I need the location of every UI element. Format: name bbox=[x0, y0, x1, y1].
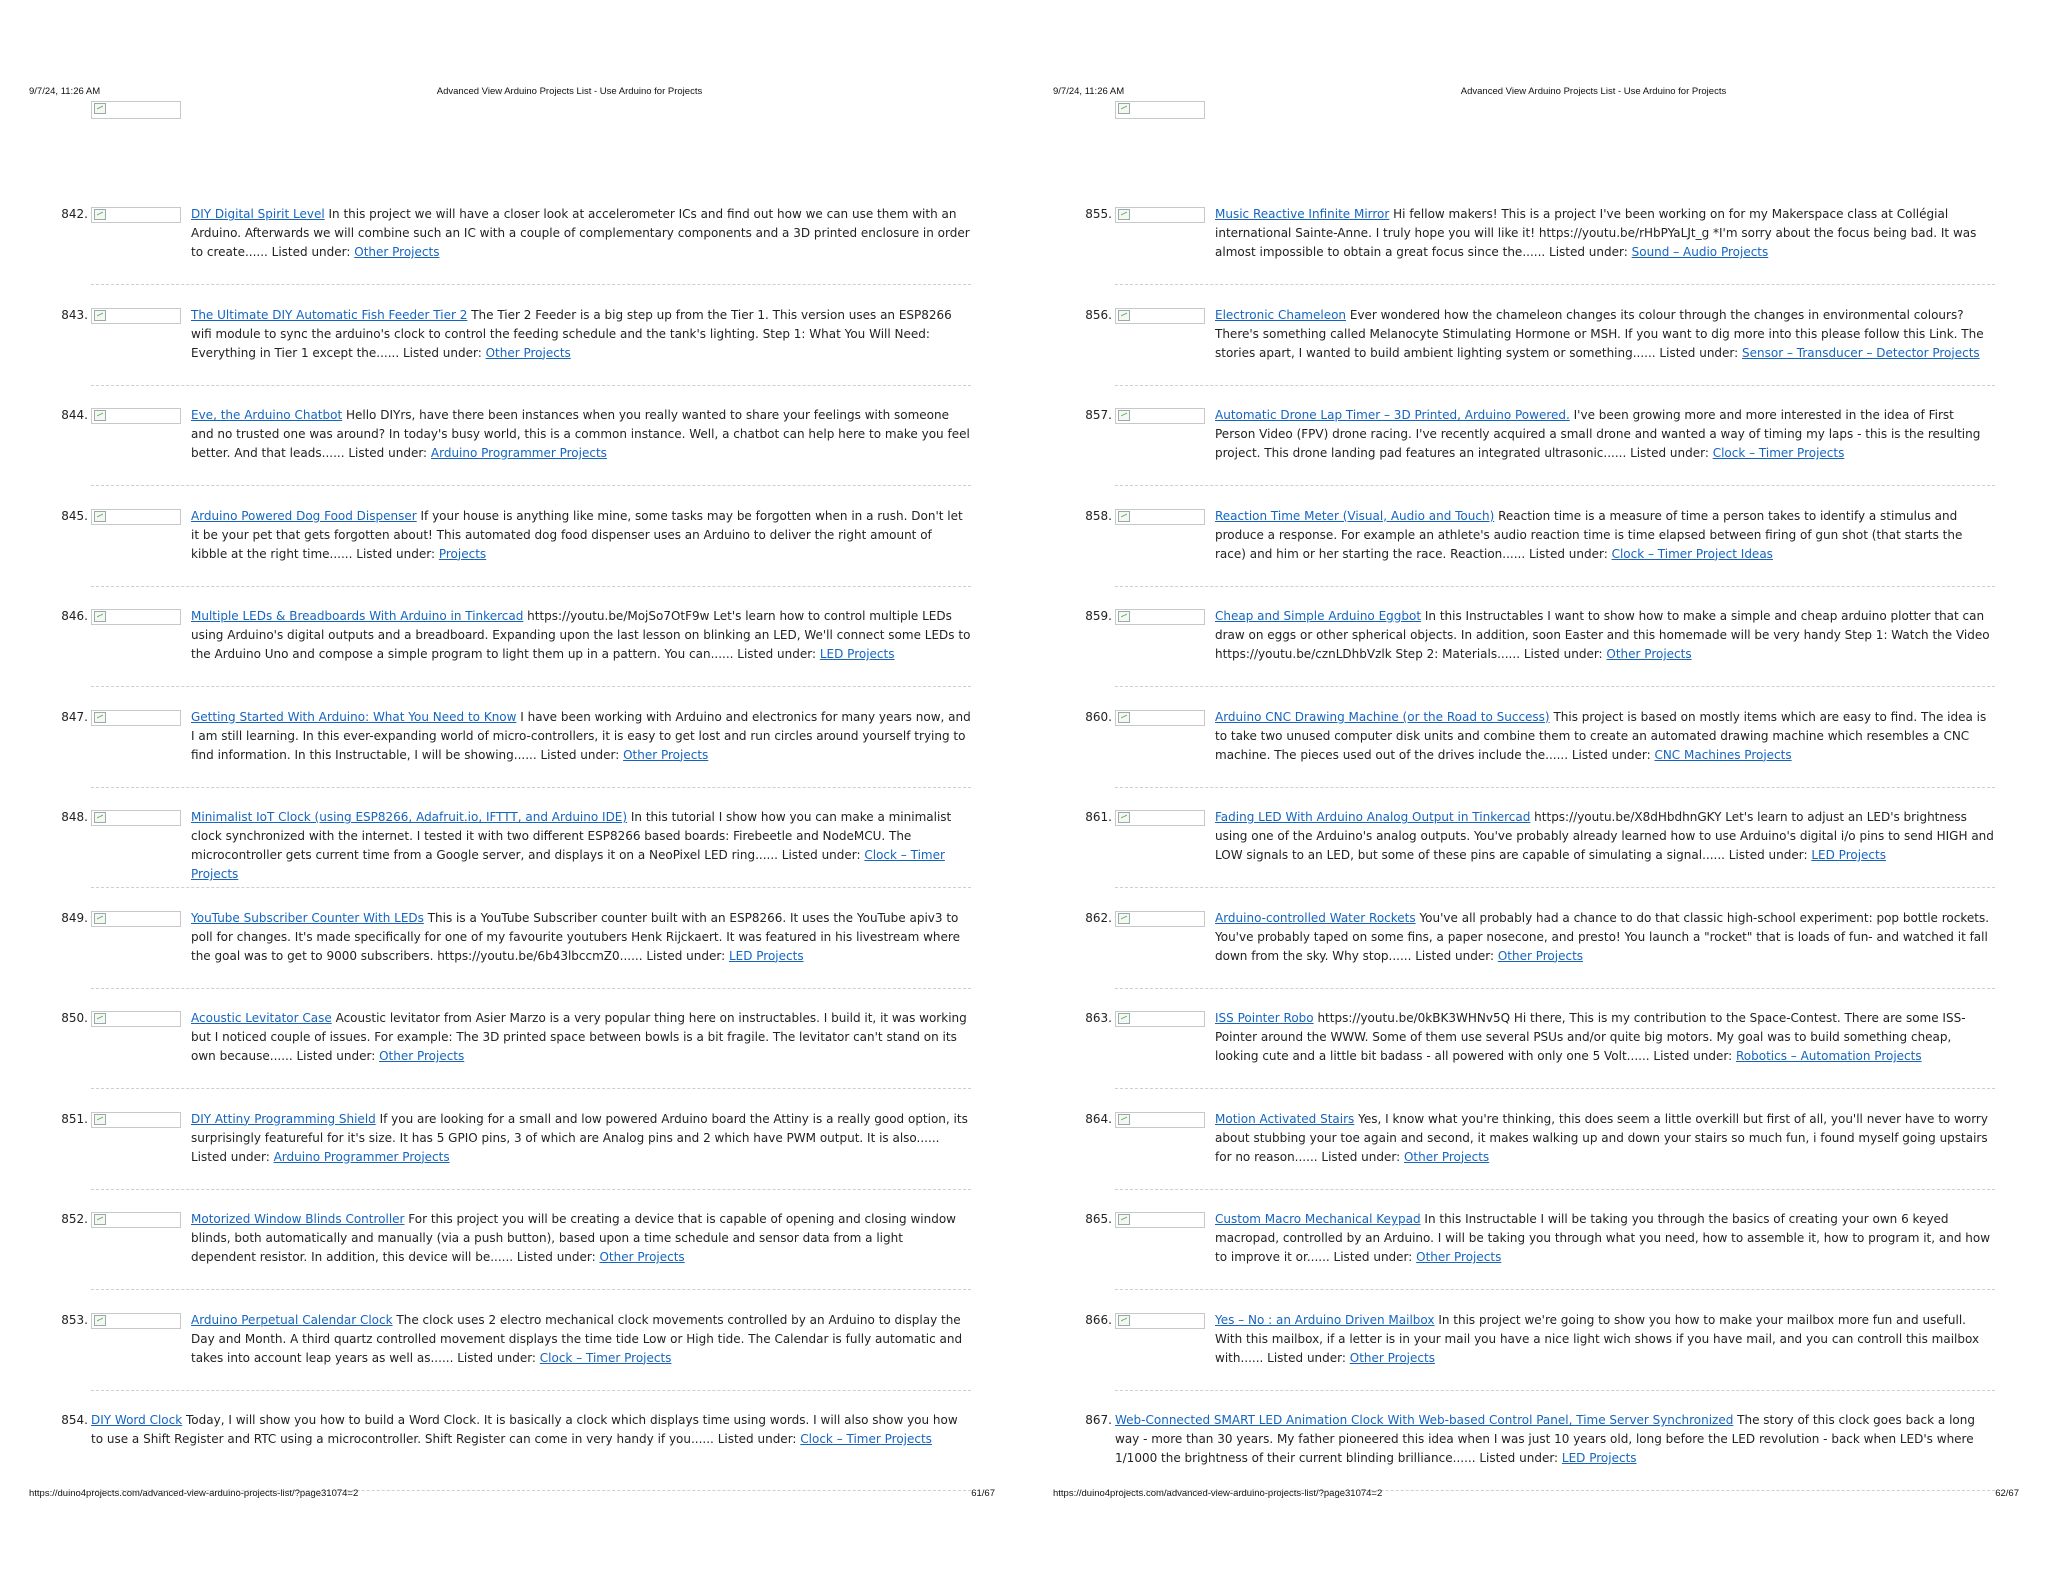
list-item bbox=[0, 507, 1024, 607]
thumbnail-image[interactable] bbox=[91, 810, 181, 826]
thumbnail-image[interactable] bbox=[1115, 810, 1205, 826]
category-link[interactable]: Other Projects bbox=[1403, 1149, 1490, 1164]
category-link[interactable]: Clock – Timer Projects bbox=[800, 1432, 932, 1446]
divider bbox=[1115, 787, 1995, 788]
list-item bbox=[1024, 808, 2048, 908]
thumbnail-image[interactable] bbox=[91, 1313, 181, 1329]
project-description: I've been growing more and more interested in the idea of First Person Video (FPV) drone racing. I've recently acquired a small drone and wanted a way of timing my laps - this is the resulting project. This drone landing pad features an integrated ultrasonic...... Listed under: bbox=[1215, 408, 1981, 460]
divider bbox=[1115, 385, 1995, 386]
divider bbox=[1115, 1289, 1995, 1290]
category-link[interactable]: Other Projects bbox=[599, 1250, 685, 1264]
broken-image-icon bbox=[94, 1214, 106, 1225]
list-item bbox=[1024, 1210, 2048, 1310]
thumbnail-image[interactable] bbox=[1115, 509, 1205, 525]
item-text bbox=[191, 1110, 971, 1167]
project-title-link[interactable]: Arduino-controlled Water Rockets bbox=[1215, 910, 1416, 925]
broken-image-icon bbox=[1118, 913, 1130, 924]
item-text bbox=[1215, 607, 1995, 664]
category-link[interactable]: LED Projects bbox=[1811, 848, 1886, 862]
project-description: https://youtu.be/X8dHbdhnGKY Let's learn to adjust an LED's brightness using one of the Arduino's analog outputs. You've probably already learned how to use Arduino's digital i/o pins to send HIGH and LOW signals to an LED, but some of these pins are capable of simulating a signal...... Listed under: bbox=[1215, 810, 1994, 862]
list-item bbox=[0, 909, 1024, 1009]
category-link[interactable]: LED Projects bbox=[728, 948, 804, 963]
item-text bbox=[191, 808, 971, 884]
broken-image-icon bbox=[94, 1013, 106, 1024]
project-title-link[interactable]: Arduino Perpetual Calendar Clock bbox=[191, 1312, 393, 1327]
item-text bbox=[191, 708, 971, 765]
category-link[interactable]: Sound – Audio Projects bbox=[1631, 245, 1769, 259]
item-text bbox=[1215, 507, 1995, 564]
list-item bbox=[0, 1210, 1024, 1310]
item-number: 865. bbox=[1085, 1212, 1112, 1226]
category-link[interactable]: Other Projects bbox=[354, 245, 440, 259]
project-description: I have been working with Arduino and electronics for many years now, and I am still learning. In this ever-expanding world of micro-controllers, it is easy to get lost and run circles around yourself trying to find information. In this Instructable, I will be showing...... Listed under: bbox=[191, 709, 971, 762]
divider bbox=[1115, 887, 1995, 888]
thumbnail-image[interactable] bbox=[1115, 207, 1205, 223]
broken-image-icon bbox=[1118, 209, 1130, 220]
category-link[interactable]: Clock – Timer Projects bbox=[1712, 446, 1845, 460]
item-text bbox=[1215, 1210, 1995, 1267]
project-title-link[interactable]: Electronic Chameleon bbox=[1215, 307, 1347, 322]
list-item bbox=[1024, 1009, 2048, 1109]
item-text bbox=[191, 1009, 971, 1066]
item-text bbox=[191, 205, 971, 262]
project-description: Reaction time is a measure of time a person takes to identify a stimulus and produce a response. For example an athlete's audio reaction time is time elapsed between firing of gun shot (that starts the race) and him or her starting the race. Reaction...... Listed under: bbox=[1215, 508, 1963, 561]
project-title-link[interactable]: Automatic Drone Lap Timer – 3D Printed, Arduino Powered. bbox=[1215, 408, 1570, 422]
category-link[interactable]: Clock – Timer Projects bbox=[539, 1350, 672, 1365]
list-item bbox=[0, 1009, 1024, 1109]
list-item bbox=[1024, 1110, 2048, 1210]
item-number: 856. bbox=[1085, 307, 1112, 322]
list-item bbox=[1024, 507, 2048, 607]
broken-image-icon bbox=[94, 209, 106, 220]
project-title-link[interactable]: DIY Digital Spirit Level bbox=[191, 207, 325, 221]
thumbnail-image[interactable] bbox=[91, 1212, 181, 1228]
item-text bbox=[1215, 1311, 1995, 1368]
item-text bbox=[91, 1411, 971, 1449]
project-title-link[interactable]: Acoustic Levitator Case bbox=[191, 1011, 332, 1025]
category-link[interactable]: Arduino Programmer Projects bbox=[273, 1149, 450, 1164]
item-number: 847. bbox=[61, 709, 88, 724]
page-number: 62/67 bbox=[1995, 1488, 2019, 1499]
project-title-link[interactable]: Motorized Window Blinds Controller bbox=[191, 1212, 405, 1226]
category-link[interactable]: LED Projects bbox=[1561, 1451, 1637, 1465]
project-title-link[interactable]: Eve, the Arduino Chatbot bbox=[191, 408, 343, 422]
item-text bbox=[1215, 205, 1995, 262]
thumbnail-image[interactable] bbox=[1115, 308, 1205, 324]
project-description: In this tutorial I show how you can make a minimalist clock synchronized with the internet. I tested it with two different ESP8266 based boards: Firebeetle and NodeMCU. The microcontroller gets current time from a Google server, and displays it on a NeoPixel LED ring...... Listed under: bbox=[191, 810, 952, 862]
list-item bbox=[1024, 909, 2048, 1009]
project-title-link[interactable]: Yes – No : an Arduino Driven Mailbox bbox=[1215, 1312, 1435, 1327]
item-number: 855. bbox=[1085, 207, 1112, 221]
thumbnail-image[interactable] bbox=[91, 509, 181, 525]
item-number: 852. bbox=[61, 1212, 88, 1226]
list-item bbox=[0, 1311, 1024, 1411]
project-description: In this Instructables I want to show how to make a simple and cheap arduino plotter that can draw on eggs or other spherical objects. In addition, soon Easter and this homemade will be very handy Step 1: Watch the Video https://youtu.be/cznLDhbVzlk Step 2: Materials...... Listed under: bbox=[1215, 609, 1990, 661]
thumbnail-image[interactable] bbox=[91, 308, 181, 324]
item-number: 864. bbox=[1085, 1111, 1112, 1126]
project-description: Yes, I know what you're thinking, this does seem a little overkill but first of all, you'll never have to worry about stubbing your toe again and second, it makes walking up and down your stairs so much fun, i found myself going upstairs for no reason...... Listed under: bbox=[1215, 1111, 1988, 1164]
divider bbox=[91, 284, 971, 285]
divider bbox=[91, 385, 971, 386]
thumbnail-image[interactable] bbox=[1115, 1011, 1205, 1027]
category-link[interactable]: Clock – Timer Project Ideas bbox=[1611, 546, 1773, 561]
divider bbox=[1115, 586, 1995, 587]
project-title-link[interactable]: Web-Connected SMART LED Animation Clock With Web-based Control Panel, Time Server Synchronized bbox=[1115, 1413, 1734, 1427]
category-link[interactable]: Projects bbox=[438, 546, 487, 561]
item-text bbox=[1215, 708, 1995, 765]
project-title-link[interactable]: The Ultimate DIY Automatic Fish Feeder Tier 2 bbox=[191, 307, 468, 322]
project-description: The story of this clock goes back a long way - more than 30 years. My father pioneered this idea when I was just 10 years old, long before the LED revolution - back when LED's where 1/1000 the brightness of their current blinding brilliance...... Listed under: bbox=[1115, 1413, 1975, 1465]
item-number: 842. bbox=[61, 207, 88, 221]
print-url: https://duino4projects.com/advanced-view-arduino-projects-list/?page31074=2 bbox=[1053, 1488, 1383, 1499]
thumbnail-image[interactable] bbox=[1115, 408, 1205, 424]
item-number: 854. bbox=[61, 1413, 88, 1427]
broken-image-icon bbox=[1118, 611, 1130, 622]
project-description: Today, I will show you how to build a Word Clock. It is basically a clock which displays time using words. I will also show you how to use a Shift Register and RTC using a microcontroller. Shift Register can come in very handy if you...... Listed under: bbox=[91, 1413, 958, 1446]
divider bbox=[1115, 1390, 1995, 1391]
broken-image-icon bbox=[94, 410, 106, 421]
item-number: 858. bbox=[1085, 508, 1112, 523]
divider bbox=[1115, 1189, 1995, 1190]
broken-image-icon bbox=[94, 1114, 106, 1125]
project-description: In this project we're going to show you how to make your mailbox more fun and usefull. With this mailbox, if a letter is in your mail you have a nice light wich shows if you have mail, and you can controll this mailbox with...... Listed under: bbox=[1215, 1312, 1980, 1365]
category-link[interactable]: Clock – Timer Projects bbox=[191, 848, 945, 881]
item-text bbox=[191, 607, 971, 664]
broken-image-icon bbox=[94, 913, 106, 924]
project-description: For this project you will be creating a device that is capable of opening and closing window blinds, both automatically and manually (via a push button), based upon a time schedule and sensor data from a light dependent resistor. In addition, this device will be...... Listed under: bbox=[191, 1212, 956, 1264]
item-number: 860. bbox=[1085, 709, 1112, 724]
item-number: 851. bbox=[61, 1111, 88, 1126]
right-page bbox=[1024, 0, 2048, 1582]
item-number: 849. bbox=[61, 910, 88, 925]
item-text bbox=[1215, 909, 1995, 966]
category-link[interactable]: CNC Machines Projects bbox=[1654, 747, 1792, 762]
list-item bbox=[0, 607, 1024, 707]
item-text bbox=[191, 1210, 971, 1267]
project-description: In this Instructable I will be taking you through the basics of creating your own 6 keyed macropad, controlled by an Arduino. I will be taking you through what you need, how to assemble it, how to program it, and how to improve it or...... Listed under: bbox=[1215, 1212, 1991, 1264]
thumbnail-image[interactable] bbox=[91, 408, 181, 424]
divider bbox=[91, 686, 971, 687]
item-number: 867. bbox=[1085, 1413, 1112, 1427]
divider bbox=[1115, 686, 1995, 687]
category-link[interactable]: Other Projects bbox=[379, 1049, 465, 1063]
thumbnail-image[interactable] bbox=[1115, 1313, 1205, 1329]
thumbnail-image[interactable] bbox=[91, 1011, 181, 1027]
list-item bbox=[1024, 1311, 2048, 1411]
project-description: This is a YouTube Subscriber counter built with an ESP8266. It uses the YouTube apiv3 to poll for changes. It's made specifically for one of my favourite youtubers Henk Rijckaert. It was featured in his livestream where the goal was to get to 9000 subscribers. https://youtu.be/6b43lbccmZ0...... Listed under: bbox=[191, 910, 960, 963]
thumbnail-image[interactable] bbox=[91, 609, 181, 625]
broken-image-icon bbox=[1118, 812, 1130, 823]
list-item bbox=[1024, 406, 2048, 506]
project-description: The Tier 2 Feeder is a big step up from the Tier 1. This version uses an ESP8266 wifi module to sync the arduino's clock to control the feeding schedule and the tank's lighting. Step 1: What You Will Need: Everything in Tier 1 except the...... Listed under: bbox=[191, 307, 952, 360]
item-text bbox=[1215, 808, 1995, 865]
divider bbox=[91, 787, 971, 788]
project-description: Ever wondered how the chameleon changes its colour through the changes in environmental colours? There's something called Melanocyte Stimulating Hormone or MSH. If you want to dig more into this please follow this Link. The stories apart, I wanted to build ambient lighting system or something...... Listed under: bbox=[1215, 307, 1984, 360]
project-description: If you are looking for a small and low powered Arduino board the Attiny is a really good option, its surprisingly featureful for it's size. It has 5 GPIO pins, 3 of which are Analog pins and 2 which have PWM output. It is also...... Listed under: bbox=[191, 1111, 968, 1164]
broken-image-icon bbox=[94, 712, 106, 723]
broken-image-icon bbox=[1118, 511, 1130, 522]
category-link[interactable]: Other Projects bbox=[1416, 1250, 1502, 1264]
category-link[interactable]: Arduino Programmer Projects bbox=[430, 446, 607, 460]
category-link[interactable]: Sensor – Transducer – Detector Projects bbox=[1742, 345, 1980, 360]
divider bbox=[91, 485, 971, 486]
item-number: 866. bbox=[1085, 1312, 1112, 1327]
list-item bbox=[1024, 205, 2048, 305]
project-description: The clock uses 2 electro mechanical clock movements controlled by an Arduino to display the Day and Month. A third quartz controlled movement displays the time tide Low or High tide. The Calendar is fully automatic and takes into account leap years as well as...... Listed under: bbox=[191, 1312, 963, 1365]
item-number: 848. bbox=[61, 810, 88, 824]
thumbnail-image[interactable] bbox=[1115, 710, 1205, 726]
thumbnail-image[interactable] bbox=[91, 710, 181, 726]
item-text bbox=[1215, 406, 1995, 463]
list-item bbox=[0, 708, 1024, 808]
item-number: 859. bbox=[1085, 609, 1112, 623]
project-title-link[interactable]: Music Reactive Infinite Mirror bbox=[1215, 207, 1390, 221]
project-description: https://youtu.be/MojSo7OtF9w Let's learn how to control multiple LEDs using Arduino's digital outputs and a breadboard. Expanding upon the last lesson on blinking an LED, We'll connect some LEDs to the Arduino Uno and compose a simple program to light them up in a pattern. You can...... Listed under: bbox=[191, 609, 971, 661]
thumbnail-image[interactable] bbox=[1115, 911, 1205, 927]
project-title-link[interactable]: Motion Activated Stairs bbox=[1215, 1111, 1355, 1126]
category-link[interactable]: Other Projects bbox=[485, 345, 571, 360]
item-number: 862. bbox=[1085, 910, 1112, 925]
project-title-link[interactable]: Minimalist IoT Clock (using ESP8266, Adafruit.io, IFTTT, and Arduino IDE) bbox=[191, 810, 628, 824]
item-text bbox=[1215, 306, 1995, 363]
project-title-link[interactable]: DIY Attiny Programming Shield bbox=[191, 1111, 376, 1126]
item-text bbox=[1115, 1411, 1995, 1468]
list-item bbox=[0, 205, 1024, 305]
divider bbox=[91, 586, 971, 587]
list-item bbox=[0, 808, 1024, 908]
project-title-link[interactable]: Reaction Time Meter (Visual, Audio and Touch) bbox=[1215, 508, 1495, 523]
item-text bbox=[191, 909, 971, 966]
list-item bbox=[1024, 306, 2048, 406]
divider bbox=[1115, 284, 1995, 285]
category-link[interactable]: Other Projects bbox=[1349, 1350, 1435, 1365]
thumbnail-image[interactable] bbox=[91, 207, 181, 223]
thumbnail-image[interactable] bbox=[91, 1112, 181, 1128]
item-number: 843. bbox=[61, 307, 88, 322]
divider bbox=[1115, 988, 1995, 989]
list-item bbox=[0, 1110, 1024, 1210]
item-number: 857. bbox=[1085, 408, 1112, 422]
broken-image-icon bbox=[1118, 1214, 1130, 1225]
project-title-link[interactable]: Arduino Powered Dog Food Dispenser bbox=[191, 508, 417, 523]
broken-image-icon bbox=[1118, 410, 1130, 421]
print-title: Advanced View Arduino Projects List - Use Arduino for Projects bbox=[436, 86, 703, 97]
project-description: Hello DIYrs, have there been instances when you really wanted to share your feelings with someone and no trusted one was around? In today's busy world, this is a common instance. Well, a chatbot can help here to make you feel better. And that leads...... Listed under: bbox=[191, 408, 970, 460]
project-title-link[interactable]: Custom Macro Mechanical Keypad bbox=[1215, 1212, 1421, 1226]
broken-image-icon bbox=[91, 101, 181, 119]
divider bbox=[91, 988, 971, 989]
divider bbox=[91, 1189, 971, 1190]
divider bbox=[91, 887, 971, 888]
category-link[interactable]: LED Projects bbox=[819, 647, 895, 661]
broken-image-icon bbox=[94, 812, 106, 823]
print-url: https://duino4projects.com/advanced-view-arduino-projects-list/?page31074=2 bbox=[29, 1488, 359, 1499]
broken-image-icon bbox=[1118, 1114, 1130, 1125]
item-number: 850. bbox=[61, 1011, 88, 1025]
project-title-link[interactable]: Getting Started With Arduino: What You Need to Know bbox=[191, 709, 517, 724]
project-title-link[interactable]: Fading LED With Arduino Analog Output in Tinkercad bbox=[1215, 810, 1531, 824]
item-text bbox=[1215, 1110, 1995, 1167]
project-description: Acoustic levitator from Asier Marzo is a very popular thing here on instructables. I build it, it was working but I noticed couple of issues. For example: The 3D printed space between bowls is a bit fragile. The levitator can't stand on its own because...... Listed under: bbox=[191, 1011, 967, 1063]
item-text bbox=[191, 1311, 971, 1368]
item-text bbox=[191, 507, 971, 564]
category-link[interactable]: Other Projects bbox=[1606, 647, 1692, 661]
category-link[interactable]: Other Projects bbox=[1497, 948, 1584, 963]
project-title-link[interactable]: Cheap and Simple Arduino Eggbot bbox=[1215, 609, 1422, 623]
thumbnail-image[interactable] bbox=[1115, 1212, 1205, 1228]
category-link[interactable]: Other Projects bbox=[623, 747, 709, 762]
category-link[interactable]: Robotics – Automation Projects bbox=[1735, 1049, 1922, 1063]
thumbnail-image[interactable] bbox=[91, 911, 181, 927]
print-date: 9/7/24, 11:26 AM bbox=[1053, 86, 1125, 97]
thumbnail-image[interactable] bbox=[1115, 609, 1205, 625]
divider bbox=[1115, 485, 1995, 486]
broken-image-icon bbox=[1115, 101, 1205, 119]
list-item bbox=[0, 306, 1024, 406]
broken-image-icon bbox=[94, 511, 106, 522]
broken-image-icon bbox=[1118, 1315, 1130, 1326]
print-title: Advanced View Arduino Projects List - Use Arduino for Projects bbox=[1460, 86, 1727, 97]
item-number: 844. bbox=[61, 408, 88, 422]
divider bbox=[91, 1088, 971, 1089]
list-item bbox=[1024, 708, 2048, 808]
divider bbox=[91, 1390, 971, 1391]
divider bbox=[91, 1289, 971, 1290]
project-description: If your house is anything like mine, some tasks may be forgotten when in a rush. Don't let it be your pet that gets forgotten about! This automated dog food dispenser uses an Arduino to deliver the right amount of kibble at the right time...... Listed under: bbox=[191, 508, 963, 561]
broken-image-icon bbox=[94, 611, 106, 622]
list-item bbox=[0, 406, 1024, 506]
project-title-link[interactable]: YouTube Subscriber Counter With LEDs bbox=[191, 910, 424, 925]
item-number: 863. bbox=[1085, 1011, 1112, 1025]
broken-image-icon bbox=[94, 1315, 106, 1326]
page-number: 61/67 bbox=[971, 1488, 995, 1499]
project-title-link[interactable]: Multiple LEDs & Breadboards With Arduino in Tinkercad bbox=[191, 609, 524, 623]
project-description: In this project we will have a closer look at accelerometer ICs and find out how we can use them with an Arduino. Afterwards we will combine such an IC with a couple of complementary components and a 3D printed enclosure in order to create...... Listed under: bbox=[191, 207, 970, 259]
item-text bbox=[1215, 1009, 1995, 1066]
item-text bbox=[191, 306, 971, 363]
broken-image-icon bbox=[94, 310, 106, 321]
item-number: 845. bbox=[61, 508, 88, 523]
broken-image-icon bbox=[1118, 310, 1130, 321]
item-number: 861. bbox=[1085, 810, 1112, 824]
thumbnail-image[interactable] bbox=[1115, 1112, 1205, 1128]
broken-image-icon bbox=[1118, 1013, 1130, 1024]
project-title-link[interactable]: Arduino CNC Drawing Machine (or the Road to Success) bbox=[1215, 709, 1550, 724]
item-number: 853. bbox=[61, 1312, 88, 1327]
project-description: This project is based on mostly items which are easy to find. The idea is to take two unused computer disk units and combine them to create an automated drawing machine which resembles a CNC machine. The pieces used out of the drives include the...... Listed under: bbox=[1215, 709, 1987, 762]
project-description: You've all probably had a chance to do that classic high-school experiment: pop bottle rockets. You've probably taped on some fins, a paper nosecone, and presto! You launch a "rocket" that is loads of fun- and watched it fall down from the sky. Why stop...... Listed under: bbox=[1215, 910, 1990, 963]
project-title-link[interactable]: DIY Word Clock bbox=[91, 1413, 183, 1427]
project-description: https://youtu.be/0kBK3WHNv5Q Hi there, This is my contribution to the Space-Contest. There are some ISS-Pointer around the WWW. Some of them use several PSUs and/or quite big motors. My goal was to build something cheap, looking cute and a little bit badass - all powered with only one 5 Volt...... Listed under: bbox=[1215, 1011, 1966, 1063]
project-description: Hi fellow makers! This is a project I've been working on for my Makerspace class at Collégial international Sainte-Anne. I truly hope you will like it! https://youtu.be/rHbPYaLJt_g *I'm sorry about the focus being bad. It was almost impossible to obtain a great focus since the...... Listed under: bbox=[1215, 207, 1977, 259]
broken-image-icon bbox=[1118, 712, 1130, 723]
item-text bbox=[191, 406, 971, 463]
print-date: 9/7/24, 11:26 AM bbox=[29, 86, 101, 97]
divider bbox=[1115, 1088, 1995, 1089]
list-item bbox=[1024, 607, 2048, 707]
item-number: 846. bbox=[61, 609, 88, 623]
project-title-link[interactable]: ISS Pointer Robo bbox=[1215, 1011, 1314, 1025]
